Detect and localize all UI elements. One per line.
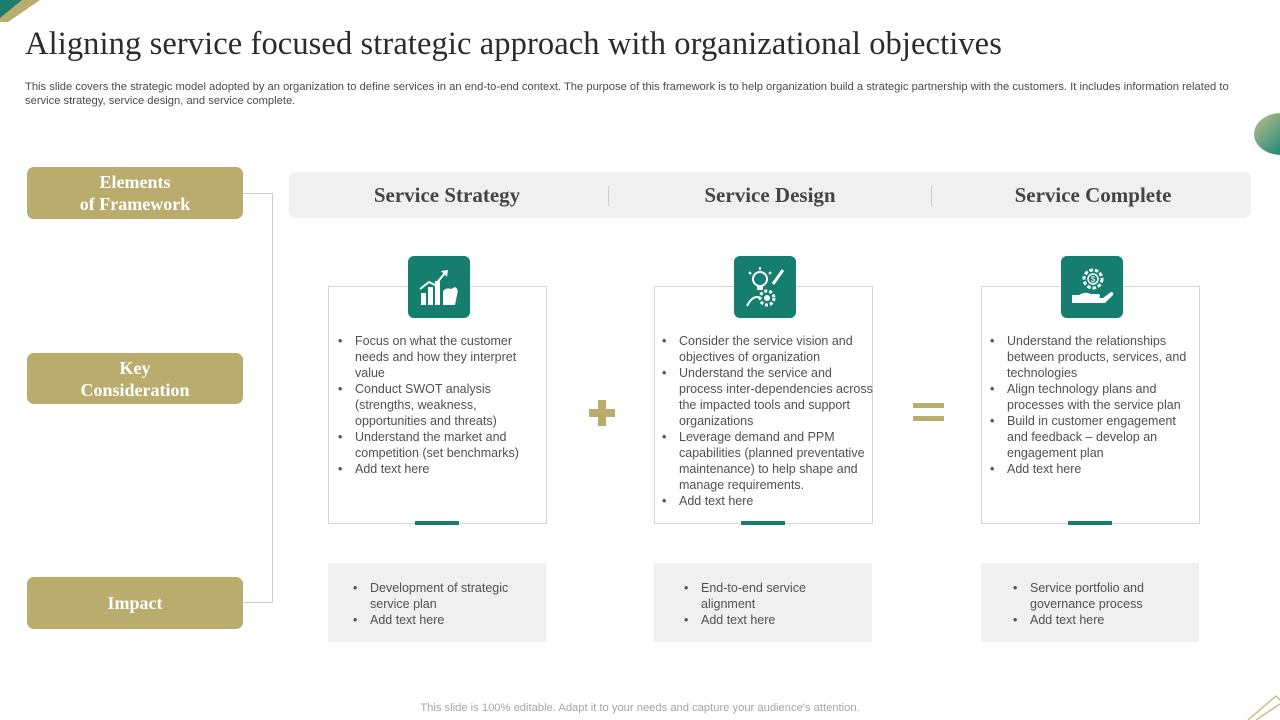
list-item: • Understand the market and competition (set benchmarks) <box>337 429 542 461</box>
list-item: • Add text here <box>989 461 1195 477</box>
list-item: • Add text here <box>661 493 875 509</box>
label-key-consideration: Key Consideration <box>27 353 243 404</box>
list-item: • Conduct SWOT analysis (strengths, weakness, opportunities and threats) <box>337 381 542 429</box>
list-item: • Focus on what the customer needs and how they interpret value <box>337 333 542 381</box>
list-item: • Development of strategic service plan <box>352 580 527 612</box>
corner-decoration-icon <box>0 0 40 22</box>
page-subtitle: This slide covers the strategic model adopted by an organization to define services in an end-to-end context. The purpose of this framework is to help organization build a strategic partnership with the customers. It includes information related to service strategy, service design, and service complete. <box>25 81 1229 107</box>
list-item: • Understand the service and process inter-dependencies across the impacted tools and support organizations <box>661 365 875 429</box>
impact-list-service-design <box>683 580 843 628</box>
list-item: • Service portfolio and governance process <box>1012 580 1177 612</box>
list-item: • Leverage demand and PPM capabilities (planned preventative maintenance) to help shape and manage requirements. <box>661 429 875 493</box>
growth-chart-hand-icon <box>408 256 470 318</box>
points-service-strategy <box>337 333 542 477</box>
impact-list-service-strategy <box>352 580 527 628</box>
heading-service-strategy: Service Strategy <box>373 182 521 207</box>
svg-text:$: $ <box>1090 275 1096 284</box>
list-item: • Add text here <box>1012 612 1177 628</box>
hand-dollar-gear-icon <box>1061 256 1123 318</box>
header-divider <box>608 186 609 206</box>
label-elements-of-framework: Elements of Framework <box>27 167 243 219</box>
list-item: • Build in customer engagement and feedback – develop an engagement plan <box>989 413 1195 461</box>
plus-icon <box>588 399 616 427</box>
impact-list-service-complete <box>1012 580 1177 628</box>
footer-note: This slide is 100% editable. Adapt it to your needs and capture your audience's attention. <box>420 702 860 714</box>
card-accent-bar <box>415 521 459 525</box>
list-item: • End-to-end service alignment <box>683 580 843 612</box>
card-accent-bar <box>741 521 785 525</box>
equals-icon <box>913 403 944 421</box>
connector-line <box>243 193 273 603</box>
label-impact: Impact <box>27 577 243 629</box>
heading-service-design: Service Design <box>704 182 836 207</box>
list-item: • Add text here <box>683 612 843 628</box>
points-service-design <box>661 333 875 509</box>
heading-service-complete: Service Complete <box>1014 182 1172 207</box>
list-item: • Add text here <box>352 612 527 628</box>
header-divider <box>931 186 932 206</box>
side-decoration-circle <box>1254 113 1280 155</box>
list-item: • Align technology plans and processes with the service plan <box>989 381 1195 413</box>
list-item: • Consider the service vision and objectives of organization <box>661 333 875 365</box>
idea-design-gear-icon <box>734 256 796 318</box>
list-item: • Add text here <box>337 461 542 477</box>
card-accent-bar <box>1068 521 1112 525</box>
list-item: • Understand the relationships between products, services, and technologies <box>989 333 1195 381</box>
points-service-complete <box>989 333 1195 477</box>
page-title: Aligning service focused strategic approach with organizational objectives <box>25 26 1002 62</box>
